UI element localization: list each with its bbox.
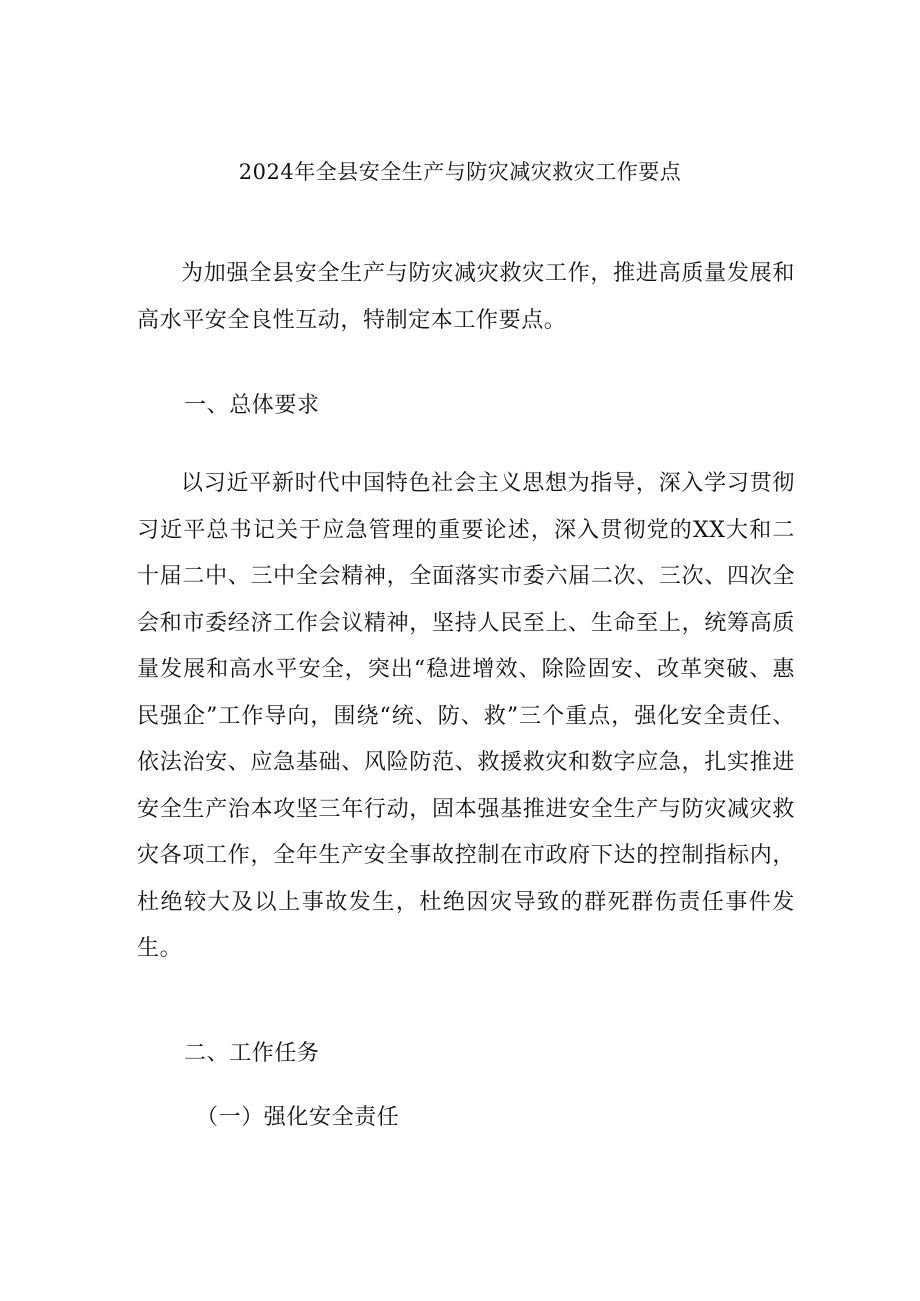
general-requirements-paragraph: 以习近平新时代中国特色社会主义思想为指导，深入学习贯彻习近平总书记关于应急管理的重要论述，深入贯彻党的XX大和二十届二中、三中全会精神，全面落实市委六届二次、三次、四次全会和市委经济工作会议精神，坚持人民至上、生命至上，统筹高质量发展和高水平安全，突出“稳进增效、除险固安、改革突破、惠民强企”工作导向，围绕“统、防、救”三个重点，强化安全责任、依法治安、应急基础、风险防范、救援救灾和数字应急，扎实推进安全生产治本攻坚三年行动，固本强基推进安全生产与防灾减灾救灾各项工作，全年生产安全事故控制在市政府下达的控制指标内，杜绝较大及以上事故发生，杜绝因灾导致的群死群伤责任事件发生。 <box>137 471 795 961</box>
document-title: 2024年全县安全生产与防灾减灾救灾工作要点 <box>238 160 682 184</box>
intro-paragraph: 为加强全县安全生产与防灾减灾救灾工作，推进高质量发展和高水平安全良性互动，特制定本工作要点。 <box>137 261 795 333</box>
subsection-heading-safety-responsibility: （一）强化安全责任 <box>196 1105 400 1130</box>
section-heading-work-tasks: 二、工作任务 <box>184 1041 320 1066</box>
section-heading-general-requirements: 一、总体要求 <box>184 393 320 418</box>
